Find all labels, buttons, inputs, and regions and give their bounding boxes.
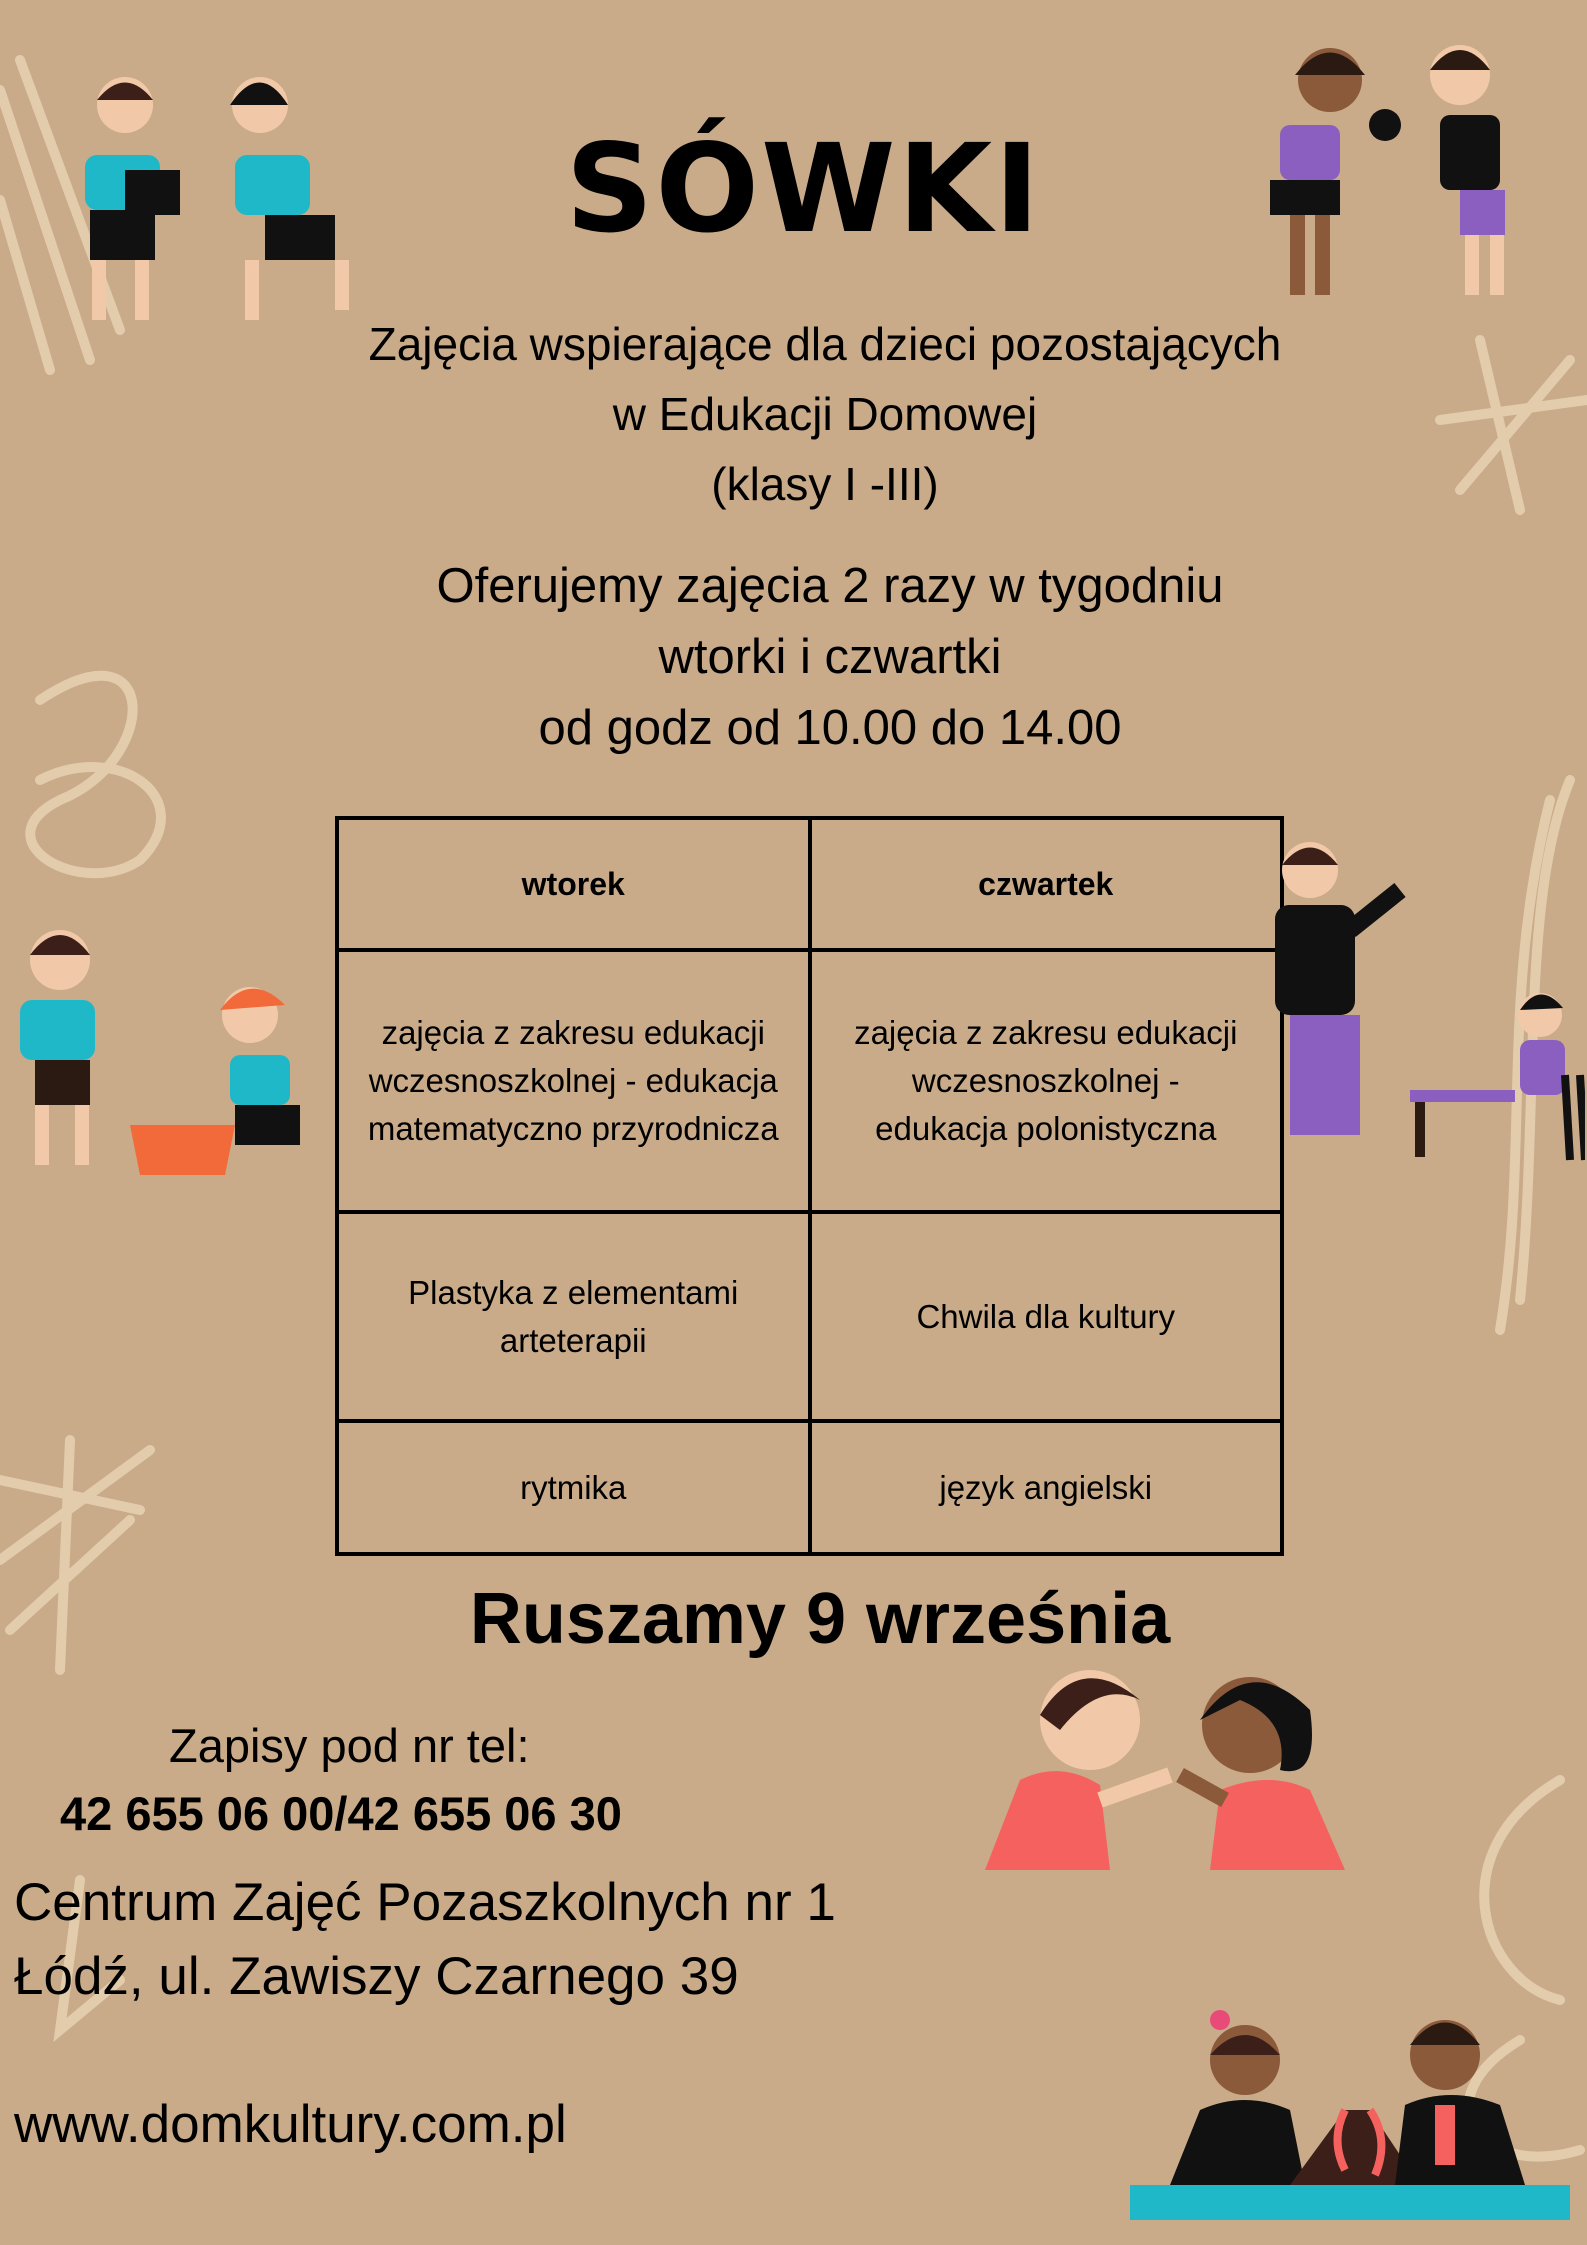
table-header-row	[337, 818, 1282, 950]
offer-line-2: wtorki i czwartki	[658, 630, 1002, 684]
subtitle-line-1: Zajęcia wspierające dla dzieci pozostających	[368, 318, 1282, 370]
offer-line-1: Oferujemy zajęcia 2 razy w tygodniu	[436, 559, 1224, 613]
kids-sharing-illustration	[1265, 30, 1545, 310]
page-title: SÓWKI	[565, 118, 1042, 260]
table-cell: rytmika	[337, 1421, 810, 1554]
table-cell: Chwila dla kultury	[810, 1212, 1283, 1421]
offer-line-3: od godz od 10.00 do 14.00	[538, 701, 1122, 755]
table-cell: zajęcia z zakresu edukacji wczesnoszkolnej - edukacja matematyczno przyrodnicza	[337, 950, 810, 1212]
kids-playing-illustration	[10, 910, 310, 1190]
teacher-student-illustration	[1265, 830, 1585, 1170]
table-cell: zajęcia z zakresu edukacji wczesnoszkolnej - edukacja polonistyczna	[810, 950, 1283, 1212]
phone-numbers: 42 655 06 00/42 655 06 30	[60, 1787, 622, 1840]
kids-volcano-illustration	[1130, 2000, 1570, 2230]
schedule-table	[335, 816, 1284, 1556]
kids-gift-illustration	[70, 60, 390, 350]
header-tuesday: wtorek	[337, 818, 810, 950]
table-cell: język angielski	[810, 1421, 1283, 1554]
start-date-heading: Ruszamy 9 września	[469, 1579, 1171, 1659]
organization-name: Centrum Zajęć Pozaszkolnych nr 1	[14, 1873, 836, 1932]
address: Łódź, ul. Zawiszy Czarnego 39	[14, 1947, 739, 2006]
header-thursday: czwartek	[810, 818, 1283, 950]
table-row	[337, 1421, 1282, 1554]
table-row	[337, 950, 1282, 1212]
pinky-promise-illustration	[980, 1660, 1360, 1880]
website-link[interactable]: www.domkultury.com.pl	[14, 2095, 567, 2154]
subtitle-line-2: w Edukacji Domowej	[612, 388, 1038, 440]
table-cell: Plastyka z elementami arteterapii	[337, 1212, 810, 1421]
signup-label: Zapisy pod nr tel:	[169, 1719, 530, 1772]
subtitle-line-3: (klasy I -III)	[711, 458, 939, 510]
table-row	[337, 1212, 1282, 1421]
